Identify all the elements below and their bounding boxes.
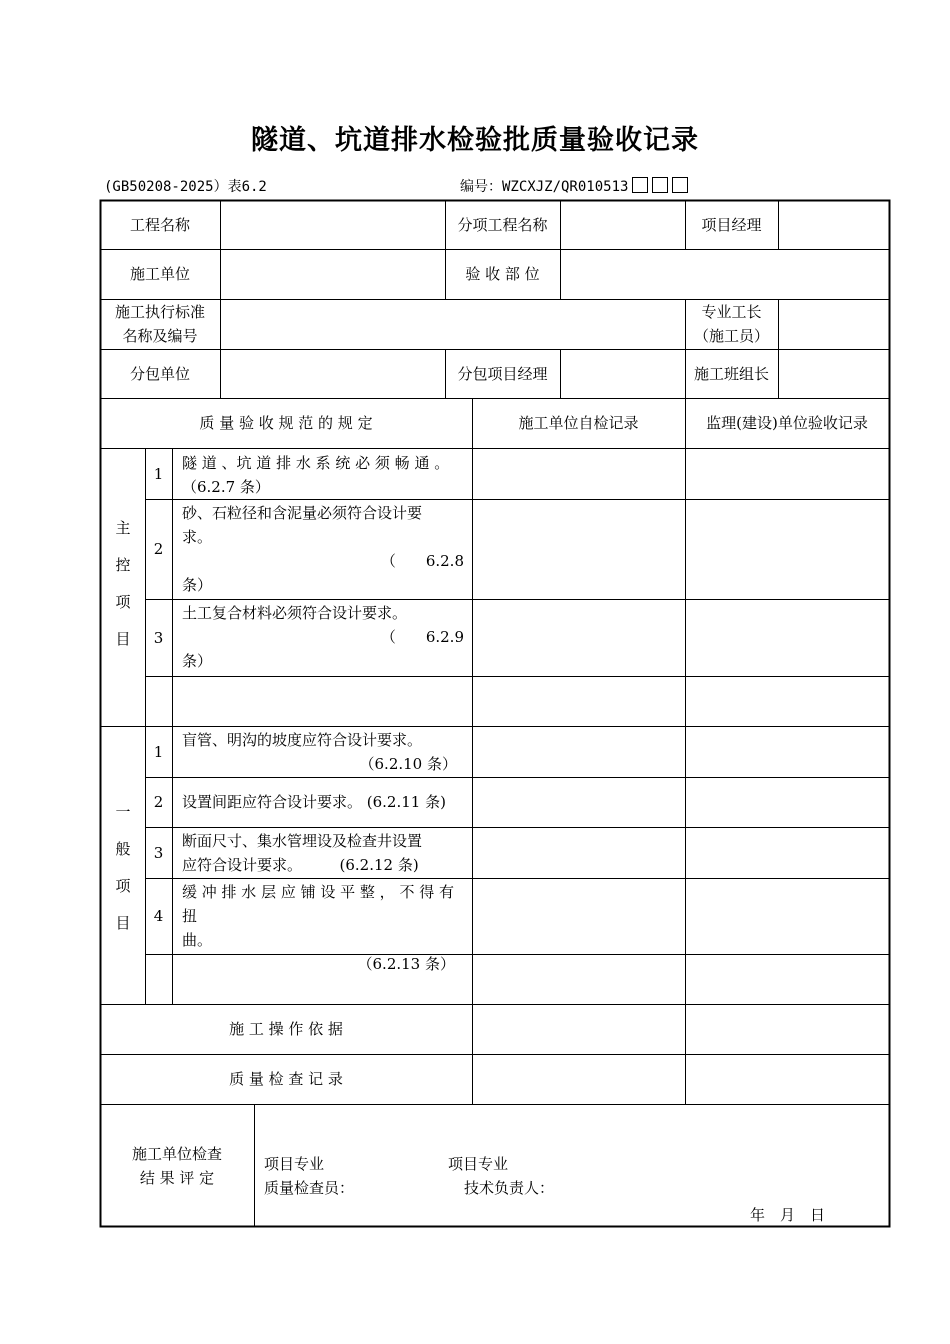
foreman-field[interactable] (778, 299, 889, 349)
general-item-number: 3 (153, 843, 164, 862)
general-item-number: 1 (153, 742, 164, 761)
team-leader-label: 施工班组长 (693, 364, 769, 383)
main-item-line: 求。 (182, 528, 213, 546)
sub-project-label: 分项工程名称 (457, 215, 548, 234)
construction-unit-label: 施工单位 (129, 265, 190, 283)
operation-basis-label: 施 工 操 作 依 据 (229, 1020, 343, 1038)
standard-label-line1: 施工执行标准 (114, 303, 205, 321)
main-item-number: 3 (153, 628, 164, 647)
sub-manager-field[interactable] (560, 349, 685, 398)
general-items-label (101, 794, 145, 942)
general-item-text (182, 880, 467, 976)
main-control-char: 项 (115, 593, 131, 611)
foreman-label-line2: （施工员） (693, 327, 769, 345)
quality-record-self-check[interactable] (472, 1054, 685, 1104)
standard-reference: (GB50208-2025）表6.2 (104, 179, 267, 195)
standard-label-line2: 名称及编号 (122, 327, 198, 345)
general-char: 般 (115, 840, 131, 858)
quality-inspector-line1: 项目专业 (264, 1155, 325, 1173)
main-control-char: 控 (115, 556, 131, 574)
evaluation-date: 年 月 日 (750, 1206, 826, 1224)
general-item-line: 应符合设计要求。 (6.2.12 条) (182, 856, 419, 874)
general-char: 项 (115, 877, 131, 895)
record-code-text: 编号：WZCXJZ/QR010513 (460, 179, 629, 195)
quality-inspector (264, 1152, 354, 1200)
main-item-line: 土工复合材料必须符合设计要求。 (182, 604, 408, 622)
general-item-line: 缓 冲 排 水 层 应 铺 设 平 整 ， 不 得 有 扭 (182, 883, 454, 925)
construction-unit-field[interactable] (220, 249, 445, 299)
main-item-text (182, 601, 464, 673)
self-check-column-header: 施工单位自检记录 (518, 414, 639, 432)
technical-lead (448, 1152, 554, 1200)
team-leader-field[interactable] (778, 349, 889, 398)
evaluation-label (100, 1104, 254, 1227)
main-item-line: 条） (182, 576, 213, 594)
acceptance-part-field[interactable] (560, 249, 889, 299)
page-title: 隧道、坑道排水检验批质量验收记录 (251, 125, 699, 156)
quality-inspector-line2: 质量检查员： (264, 1179, 355, 1197)
quality-record-label: 质 量 检 查 记 录 (229, 1070, 343, 1088)
main-item-text (182, 451, 467, 499)
project-name-field[interactable] (220, 200, 445, 249)
sub-manager-label: 分包项目经理 (457, 364, 548, 383)
standard-field[interactable] (220, 299, 685, 349)
main-control-char: 目 (115, 630, 131, 648)
main-item-number: 1 (153, 464, 164, 483)
general-char: 目 (115, 914, 131, 932)
operation-basis-self-check[interactable] (472, 1004, 685, 1054)
project-name-label: 工程名称 (129, 215, 190, 234)
main-item-line: 砂、石粒径和含泥量必须符合设计要 (182, 504, 423, 522)
general-item-text: 设置间距应符合设计要求。 (6.2.11 条) (182, 793, 446, 811)
general-item-ref: （6.2.10 条） (359, 755, 457, 773)
general-item-line: 曲。 (182, 931, 213, 949)
foreman-label (685, 299, 778, 349)
sub-project-field[interactable] (560, 200, 685, 249)
main-item-text (182, 501, 464, 597)
foreman-label-line1: 专业工长 (701, 303, 762, 321)
evaluation-label-line2: 结 果 评 定 (139, 1168, 215, 1187)
standard-label (100, 299, 220, 349)
main-item-line: 隧 道 、坑 道 排 水 系 统 必 须 畅 通 。 (182, 454, 450, 472)
general-item-text (182, 728, 457, 776)
main-item-ref: （ 6.2.9 (380, 628, 464, 646)
technical-lead-line2: 技术负责人： (464, 1179, 555, 1197)
spec-column-header: 质 量 验 收 规 范 的 规 定 (199, 414, 373, 432)
main-control-label (101, 510, 145, 658)
project-manager-label: 项目经理 (701, 215, 762, 234)
general-item-ref: （6.2.13 条） (357, 955, 455, 973)
evaluation-label-line1: 施工单位检查 (131, 1144, 222, 1163)
general-item-number: 4 (153, 907, 164, 925)
main-item-line: （6.2.7 条） (182, 478, 270, 496)
general-item-line: 盲管、明沟的坡度应符合设计要求。 (182, 731, 423, 749)
general-char: 一 (115, 803, 131, 821)
quality-record-supervision[interactable] (685, 1054, 889, 1104)
general-item-line: 断面尺寸、集水管埋设及检查井设置 (182, 832, 423, 850)
general-item-number: 2 (153, 793, 164, 811)
acceptance-part-label: 验 收 部 位 (465, 265, 540, 283)
main-item-ref: （ 6.2.8 (380, 552, 464, 570)
project-manager-field[interactable] (778, 200, 889, 249)
operation-basis-supervision[interactable] (685, 1004, 889, 1054)
supervision-column-header: 监理(建设)单位验收记录 (706, 414, 868, 432)
subcontractor-field[interactable] (220, 349, 445, 398)
main-item-line: 条） (182, 652, 213, 670)
main-item-number: 2 (153, 540, 164, 558)
main-control-char: 主 (115, 519, 131, 537)
general-item-text (182, 829, 467, 877)
technical-lead-line1: 项目专业 (448, 1155, 509, 1173)
subcontractor-label: 分包单位 (129, 364, 190, 383)
